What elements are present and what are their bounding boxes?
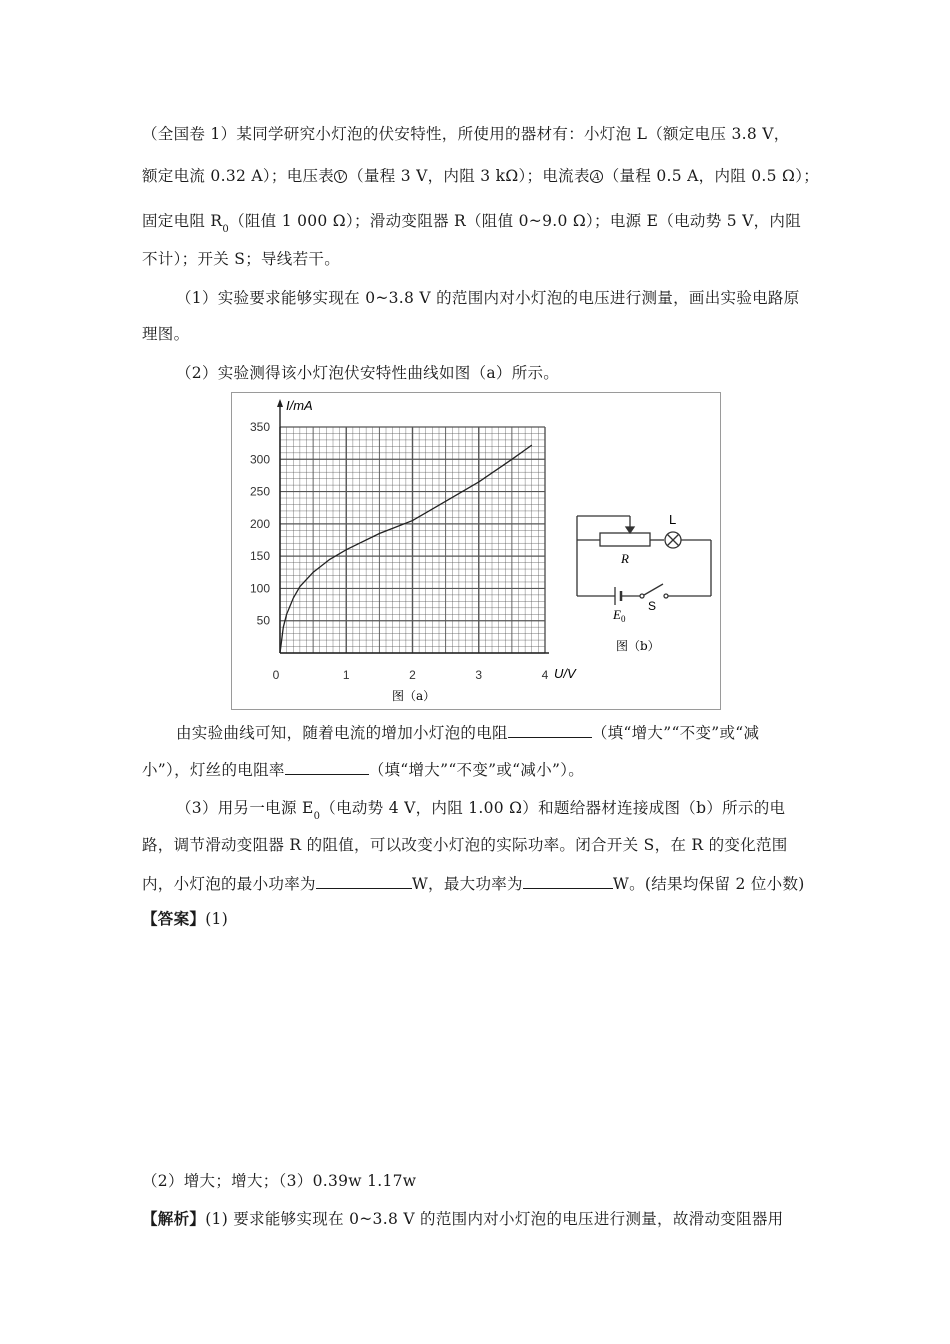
question-line-1: （全国卷 1）某同学研究小灯泡的伏安特性，所使用的器材有：小灯泡 L（额定电压 3.8 V，: [142, 125, 790, 143]
slider-arrow: [626, 527, 634, 533]
part2-fill-line-1: 由实验曲线可知，随着电流的增加小灯泡的电阻 （填“增大”“不变”或“减: [176, 721, 759, 744]
y-tick-label: 250: [249, 484, 270, 499]
y-tick-label: 50: [256, 613, 270, 628]
caption-a: 图（a）: [392, 689, 436, 703]
answer-label: 【答案】: [142, 909, 206, 928]
y-axis-label: I/mA: [286, 398, 313, 413]
y-tick-label: 100: [249, 581, 270, 596]
question-line-2b: （量程 3 V，内阻 3 kΩ）；电流表: [348, 167, 590, 185]
y-tick-label: 200: [249, 516, 270, 531]
answer-line-2: （2）增大；增大；（3）0.39w 1.17w: [142, 1172, 417, 1190]
e0-subscript: 0: [313, 811, 321, 822]
label-R: R: [621, 551, 629, 566]
chart-grid: [280, 427, 545, 653]
x-axis-label: U/V: [554, 666, 576, 681]
switch-S-blade: [644, 584, 663, 595]
part1-line-2: 理图。: [142, 325, 190, 343]
part3-line-3: 内，小灯泡的最小功率为 W，最大功率为 W。(结果均保留 2 位小数): [142, 872, 805, 895]
analysis-label: 【解析】: [142, 1209, 206, 1228]
y-tick-label: 300: [249, 452, 270, 467]
question-line-3: 固定电阻 $R_0$（阻值 1 000 Ω）；滑动变阻器 R（阻值 0~9.0 Ω）；电源 E（电动势 5 V，内阻: [142, 212, 802, 235]
question-line-2a: 额定电流 0.32 A）；电压表: [142, 167, 335, 185]
switch-contact-left: [640, 594, 644, 598]
part2-line: （2）实验测得该小灯泡伏安特性曲线如图（a）所示。: [176, 364, 560, 382]
part2-fill-line-2: 小”），灯丝的电阻率 （填“增大”“不变”或“减小”）。: [142, 758, 584, 781]
question-line-4: 不计）；开关 S；导线若干。: [142, 250, 340, 268]
label-S: S: [648, 599, 657, 613]
rheostat-R: [600, 533, 650, 546]
label-L: L: [669, 512, 677, 527]
answer-blank-max-power[interactable]: [523, 872, 613, 889]
answer-line-1: 【答案】(1): [142, 909, 229, 928]
r0-subscript: 0: [222, 224, 230, 235]
ammeter-symbol: A: [590, 169, 604, 183]
y-axis-arrow: [277, 399, 283, 407]
x-tick-label: 1: [342, 668, 350, 682]
x-tick-label: 0: [272, 668, 280, 682]
figure-svg: [232, 393, 720, 709]
answer-blank-resistivity[interactable]: [285, 758, 369, 775]
y-tick-label: 350: [249, 420, 270, 434]
x-tick-label: 2: [409, 668, 416, 682]
part1-line-1: （1）实验要求能够实现在 0~3.8 V 的范围内对小灯泡的电压进行测量，画出实验电路原: [176, 289, 800, 307]
caption-b: 图（b）: [616, 639, 660, 653]
switch-contact-right: [664, 594, 668, 598]
circuit-b: [577, 516, 711, 605]
answer-blank-resistance[interactable]: [508, 721, 592, 738]
part3-line-2: 路，调节滑动变阻器 R 的阻值，可以改变小灯泡的实际功率。闭合开关 S，在 R 的变化范围: [142, 836, 788, 854]
answer-blank-min-power[interactable]: [316, 872, 412, 889]
voltmeter-symbol: V: [334, 169, 348, 183]
question-line-2c: （量程 0.5 A，内阻 0.5 Ω）；: [603, 167, 820, 185]
part3-line-1: （3）用另一电源 $E_0$（电动势 4 V，内阻 1.00 Ω）和题给器材连接成图（b）所示的电: [176, 799, 786, 822]
analysis-line: 【解析】(1) 要求能够实现在 0~3.8 V 的范围内对小灯泡的电压进行测量，故滑动变阻器用: [142, 1209, 784, 1228]
figure-panel: [231, 392, 721, 710]
y-tick-label: 150: [249, 549, 270, 564]
label-E0: $E_0$: [613, 607, 626, 624]
x-tick-label: 4: [541, 668, 549, 682]
x-tick-label: 3: [475, 668, 483, 682]
question-line-2: [142, 165, 819, 187]
